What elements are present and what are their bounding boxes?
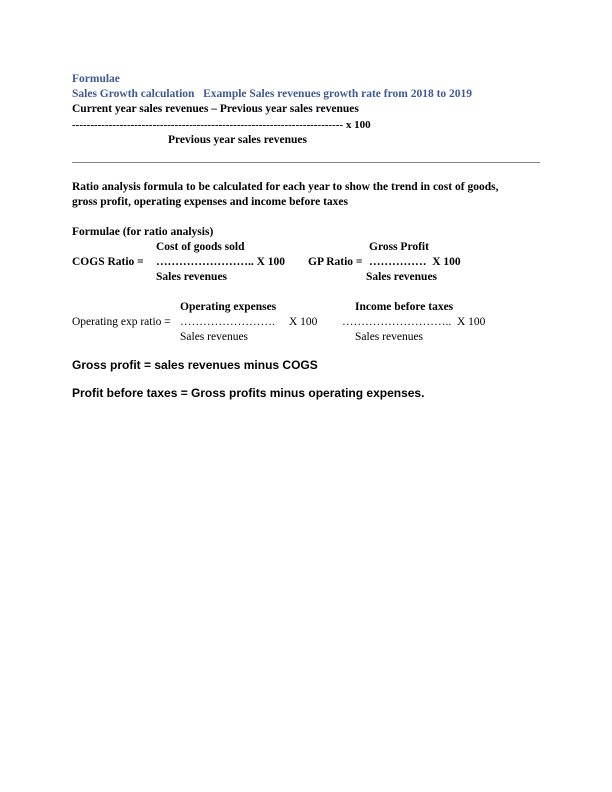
ibt-denominator: Sales revenues (355, 331, 424, 343)
ratio-section-title: Formulae (for ratio analysis) (72, 226, 214, 238)
gp-line: …………… X 100 (369, 256, 461, 268)
opex-line: ……………………. (180, 316, 275, 328)
gross-profit-note: Gross profit = sales revenues minus COGS (72, 358, 318, 372)
gp-denominator: Sales revenues (366, 271, 438, 283)
ibt-numerator: Income before taxes (355, 301, 454, 313)
cogs-numerator: Cost of goods sold (156, 241, 245, 253)
opex-x100: X 100 (289, 316, 318, 328)
ratio-intro-line2: gross profit, operating expenses and income before taxes (72, 196, 348, 208)
growth-divider: -------------------------------------------------------------------------- x 100 (72, 119, 371, 131)
sales-growth-heading: Sales Growth calculation Example Sales revenues growth rate from 2018 to 2019 (72, 88, 473, 100)
ibt-line: ……………………….. X 100 (342, 316, 486, 328)
growth-numerator: Current year sales revenues – Previous year sales revenues (72, 103, 359, 115)
opex-label: Operating exp ratio = (72, 316, 171, 328)
opex-numerator: Operating expenses (180, 301, 277, 313)
gp-label: GP Ratio = (308, 256, 363, 268)
horizontal-divider (72, 162, 540, 163)
gp-numerator: Gross Profit (369, 241, 429, 253)
growth-denominator: Previous year sales revenues (168, 134, 307, 146)
opex-denominator: Sales revenues (180, 331, 249, 343)
ratio-intro-line1: Ratio analysis formula to be calculated for each year to show the trend in cost of goods, (72, 181, 499, 193)
profit-before-taxes-note: Profit before taxes = Gross profits minus operating expenses. (72, 386, 425, 400)
cogs-denominator: Sales revenues (156, 271, 228, 283)
formulae-heading: Formulae (72, 73, 120, 85)
cogs-line: …………………….. X 100 (156, 256, 286, 268)
cogs-label: COGS Ratio = (72, 256, 144, 268)
